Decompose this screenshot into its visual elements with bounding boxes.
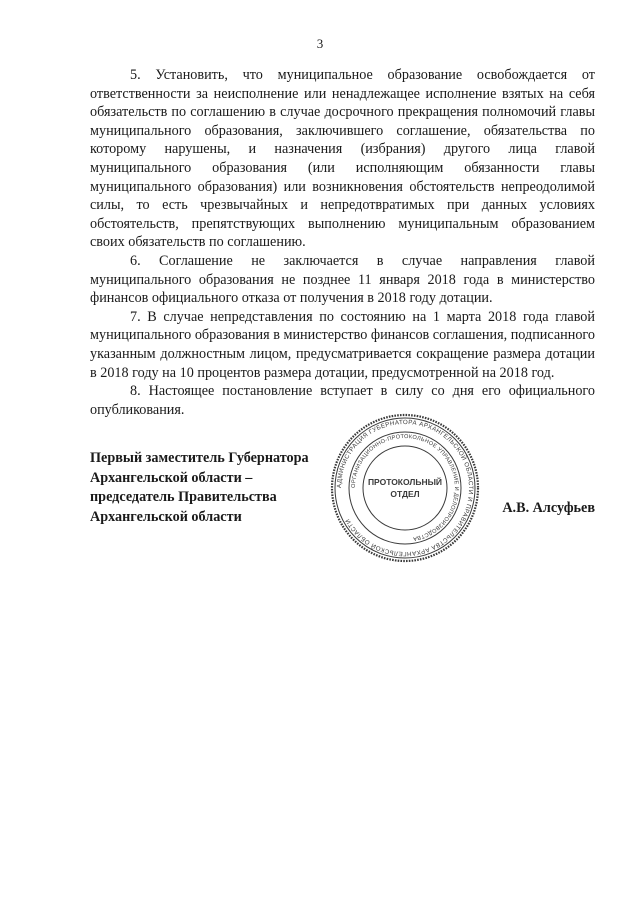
paragraph-8: 8. Настоящее постановление вступает в силу со дня его официального опубликования. — [90, 383, 595, 418]
paragraph-6: 6. Соглашение не заключается в случае направления главой муниципального образования не позднее 11 января 2018 года в министерство финансов официального отказа от получения в 2018 году дотации. — [90, 252, 595, 307]
signatory-title-line: Архангельской области — [90, 508, 242, 525]
svg-text:ОРГАНИЗАЦИОННО-ПРОТОКОЛЬНОЕ УП — [351, 434, 459, 541]
paragraph-7: 7. В случае непредставления по состоянию на 1 марта 2018 года главой муниципального образования в министерство финансов соглашения, подписанного указанным должностным лицом, предусматривается сокращение размера дотации в 2018 году на 10 процентов размера дотации, предусмотренной на 2018 год. — [90, 308, 595, 381]
signatory-title-line: Первый заместитель Губернатора — [90, 450, 309, 466]
document-body — [90, 66, 595, 419]
signatory-title-line: председатель Правительства — [90, 489, 277, 505]
stamp-middle-ring — [349, 432, 461, 544]
paragraph-5: 5. Установить, что муниципальное образование освобождается от ответственности за неисполнение или ненадлежащее исполнение взятых на себя обязательств по соглашению в случае досрочного прекращения полномочий главы муниципального образования, заключившего соглашение, обязательства по которому нарушены, и назначения (избрания) другого лица главой муниципального образования (или исполняющим обязанности главы муниципального образования) или возникновения обстоятельств непреодолимой силы, то есть чрезвычайных и непредотвратимых при данных условиях обстоятельств, препятствующих выполнению муниципальным образованием своих обязательств по соглашению. — [90, 67, 595, 251]
stamp-center-text: ОТДЕЛ — [390, 489, 420, 499]
signature-block — [90, 418, 595, 589]
stamp-center-text: ПРОТОКОЛЬНЫЙ — [367, 477, 443, 487]
signatory-name: А.В. Алсуфьев — [502, 500, 595, 516]
stamp-inner-ring — [363, 446, 447, 530]
stamp-inner-ring-text: ОРГАНИЗАЦИОННО-ПРОТОКОЛЬНОЕ УПРАВЛЕНИЕ И ДЕЛОПРОИЗВОДСТВА — [350, 433, 460, 542]
page-number: 3 — [316, 36, 324, 51]
official-stamp — [330, 413, 480, 563]
signatory-title — [90, 449, 340, 527]
signatory-title-line: Архангельской области – — [90, 469, 253, 486]
stamp-outer-ring-text: АДМИНИСТРАЦИЯ ГУБЕРНАТОРА АРХАНГЕЛЬСКОЙ ОБЛАСТИ И ПРАВИТЕЛЬСТВА АРХАНГЕЛЬСКОЙ ОБЛАСТИ — [335, 418, 475, 558]
